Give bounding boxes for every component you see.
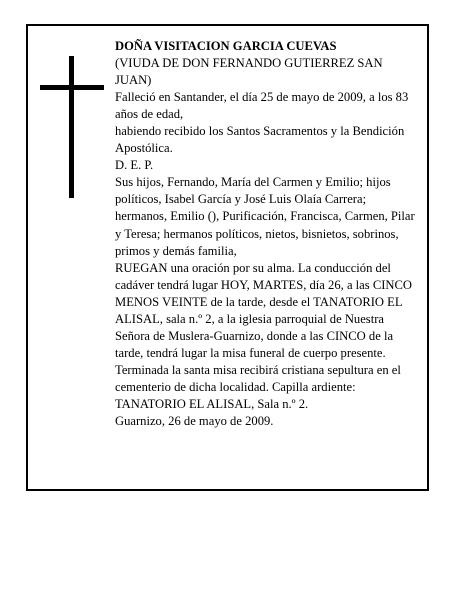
sacraments-line: habiendo recibido los Santos Sacramentos y la Bendición Apostólica. [115,124,405,156]
family-list: Sus hijos, Fernando, María del Carmen y Emilio; hijos políticos, Isabel García y José Luis Olaía Carrera; hermanos, Emilio (), Purificación, Francisca, Carmen, Pilar y Teresa; hermanos políticos, nietos, bisnietos, sobrinos, primos y demás familia, [115,175,415,258]
obituary-frame [26,24,429,491]
dep-line: D. E. P. [115,158,154,173]
place-date: Guarnizo, 26 de mayo de 2009. [115,414,274,429]
deceased-name: DOÑA VISITACION GARCIA CUEVAS [115,39,337,53]
obituary-text [115,38,421,430]
cross-horizontal-bar [40,85,104,90]
cross-vertical-bar [69,56,74,198]
death-details: Falleció en Santander, el día 25 de mayo de 2009, a los 83 años de edad, [115,90,409,122]
widow-of: (VIUDA DE DON FERNANDO GUTIERREZ SAN JUAN) [115,56,383,88]
funeral-details: RUEGAN una oración por su alma. La conducción del cadáver tendrá lugar HOY, MARTES, día 26, a las CINCO MENOS VEINTE de la tarde, desde el TANATORIO EL ALISAL, sala n.º 2, a la iglesia parroquial de Nuestra Señora de Muslera-Guarnizo, donde a las CINCO de la tarde, tendrá lugar la misa funeral de cuerpo presente. Terminada la santa misa recibirá cristiana sepultura en el cementerio de dicha localidad. Capilla ardiente: TANATORIO EL ALISAL, Sala n.º 2. [115,260,412,411]
